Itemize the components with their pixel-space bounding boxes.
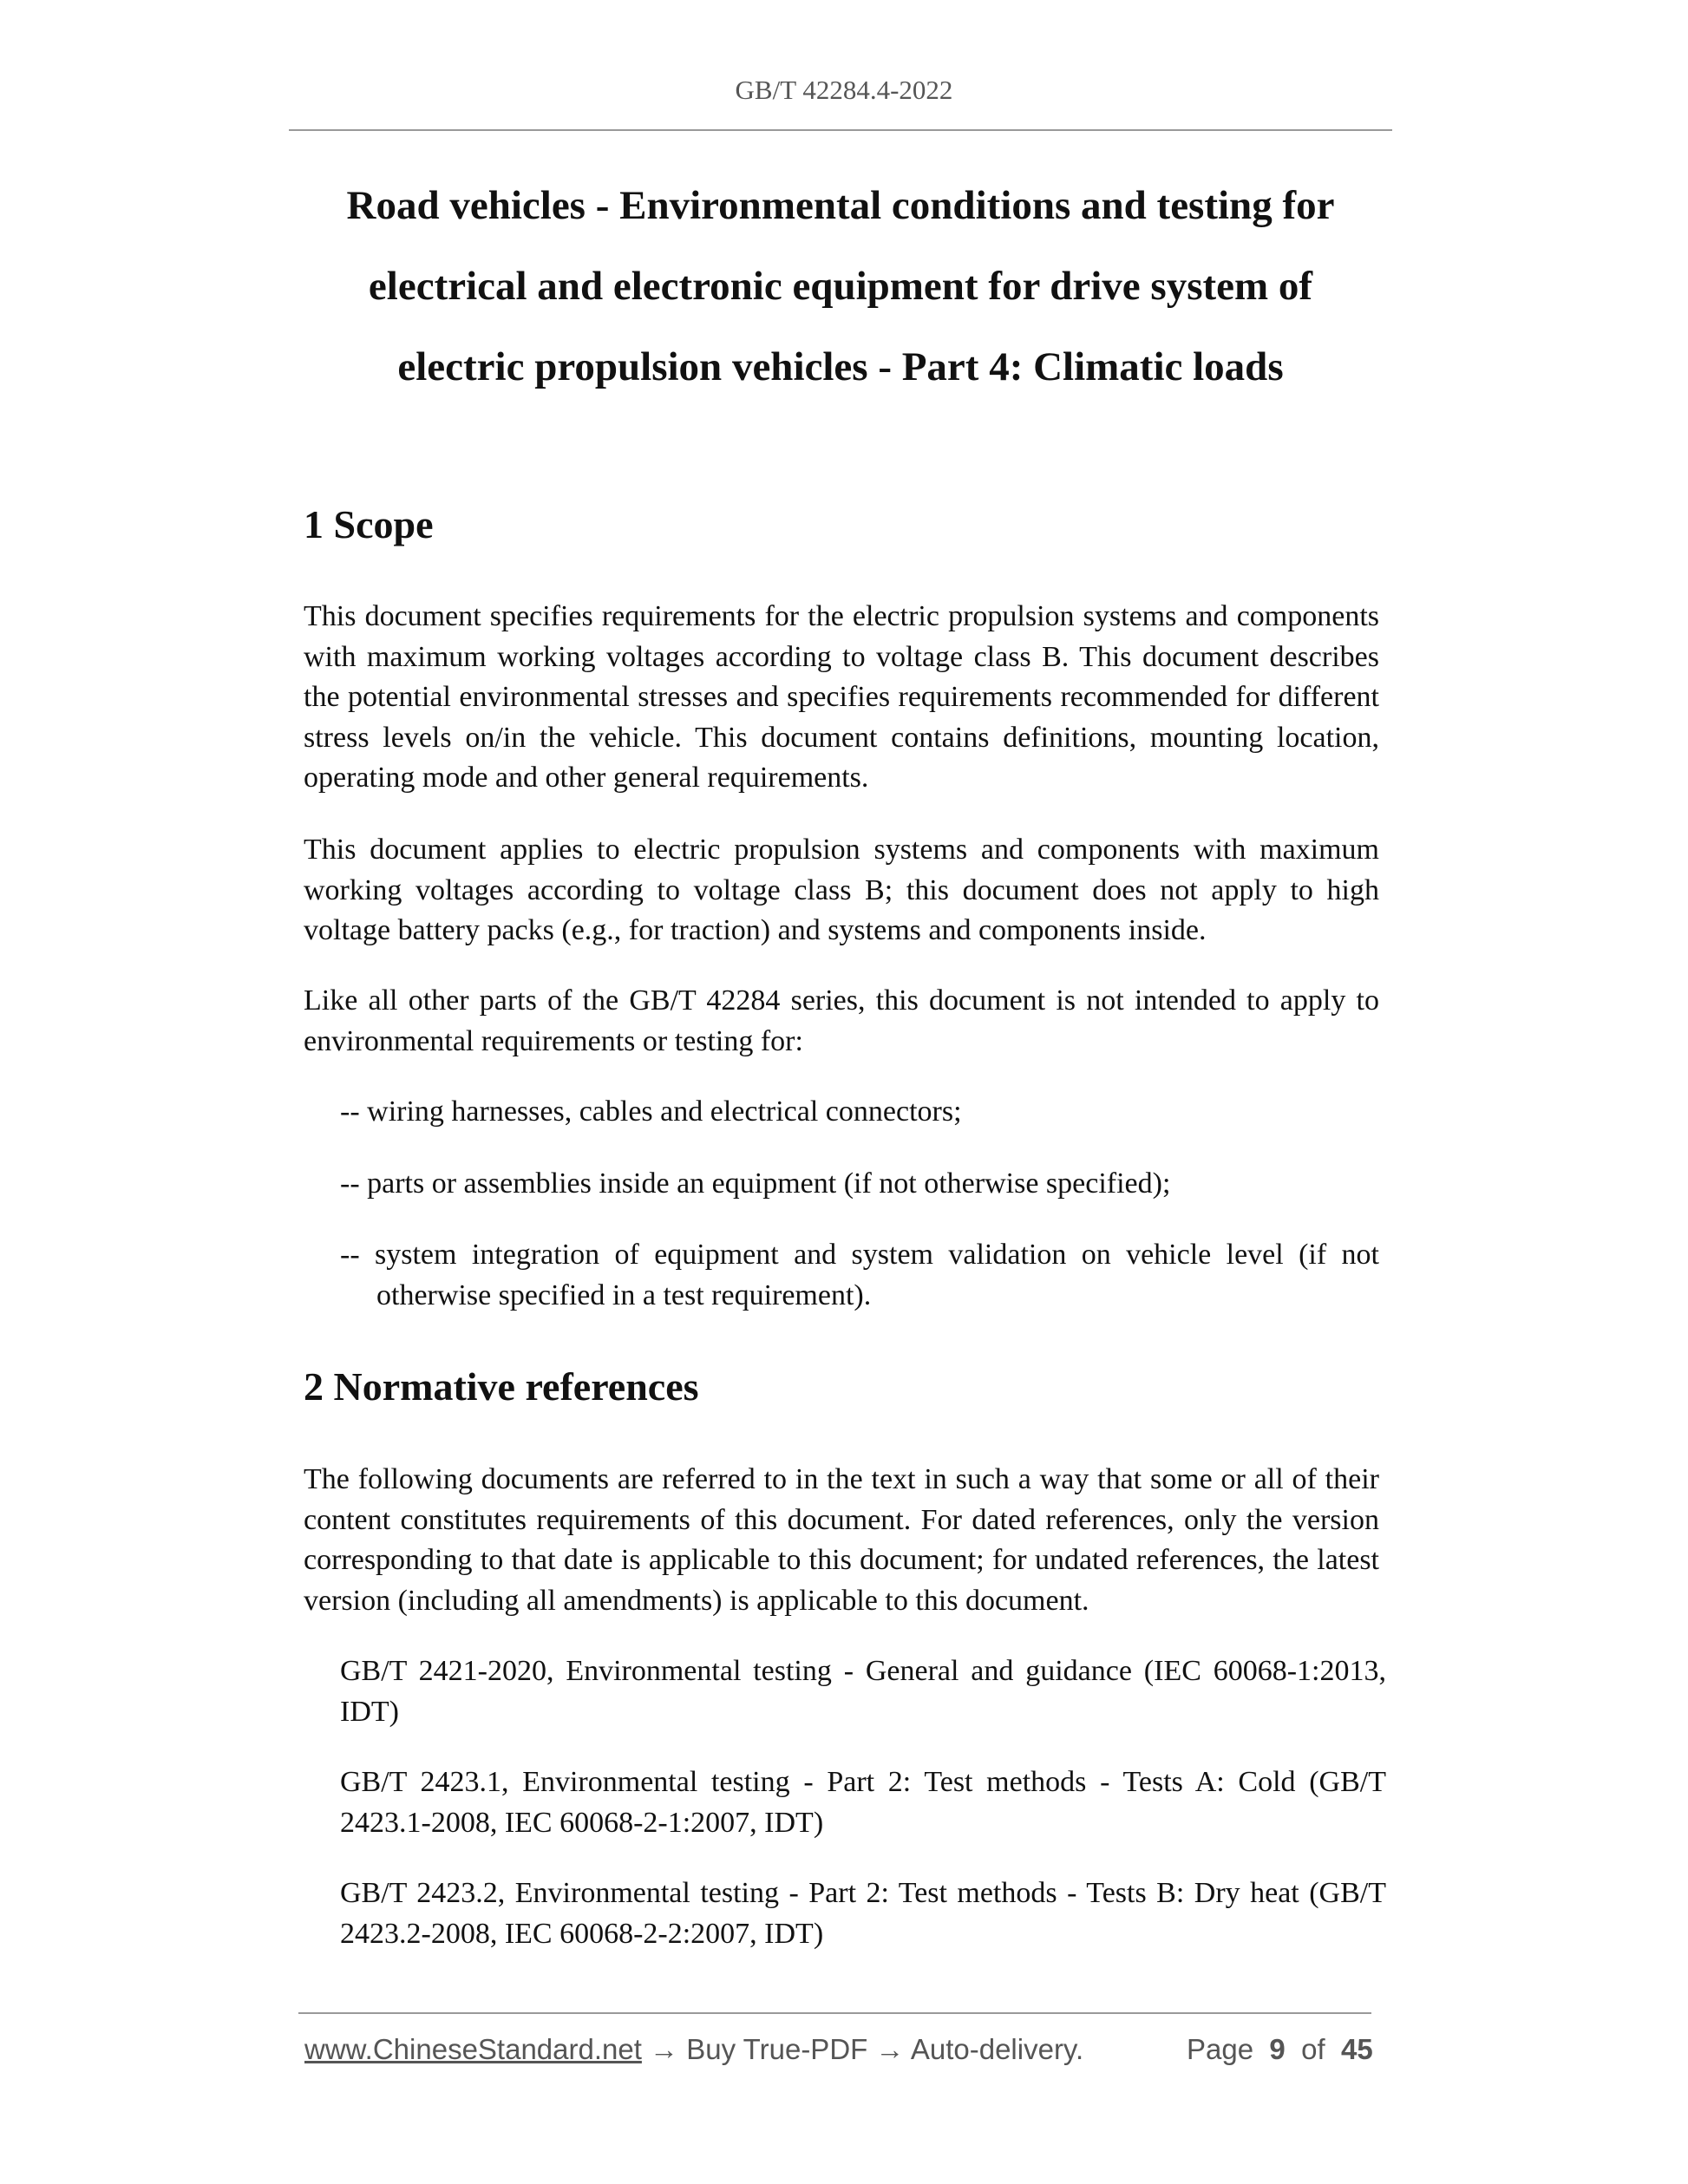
reference-item: GB/T 2423.2, Environmental testing - Part 2: Test methods - Tests B: Dry heat (GB/T 2423.2-2008, IEC 60068-2-2:2007, IDT) bbox=[340, 1877, 1386, 1950]
buy-text: Buy True-PDF bbox=[686, 2033, 868, 2065]
footer-divider bbox=[298, 2012, 1371, 2014]
section-heading-scope: 1 Scope bbox=[304, 502, 434, 546]
reference-item: GB/T 2421-2020, Environmental testing - General and guidance (IEC 60068-1:2013, IDT) bbox=[340, 1655, 1386, 1728]
of-label: of bbox=[1301, 2033, 1325, 2065]
arrow-icon: → bbox=[650, 2033, 679, 2065]
website-link[interactable]: www.ChineseStandard.net bbox=[304, 2033, 642, 2065]
header-divider bbox=[289, 129, 1392, 131]
delivery-text: Auto-delivery. bbox=[910, 2033, 1084, 2065]
paragraph: This document specifies requirements for the electric propulsion systems and components with maximum working voltages according to voltage class B. This document describes the potential environmental stresses and specifies requirements recommended for different stress levels on/in the vehicle. This document contains definitions, mounting location, operating mode and other general requirements. bbox=[304, 600, 1379, 794]
paragraph: This document applies to electric propulsion systems and components with maximum working voltages according to voltage class B; this document does not apply to high voltage battery packs (e.g., for traction) and systems and components inside. bbox=[304, 834, 1379, 946]
list-item: -- parts or assemblies inside an equipment (if not otherwise specified); bbox=[340, 1167, 1171, 1200]
footer-promo bbox=[304, 2033, 1083, 2066]
title-line: electrical and electronic equipment for drive system of bbox=[368, 264, 1313, 309]
paragraph: Like all other parts of the GB/T 42284 series, this document is not intended to apply to environmental requirements or testing for: bbox=[304, 984, 1379, 1057]
arrow-icon: → bbox=[875, 2033, 905, 2065]
current-page: 9 bbox=[1269, 2033, 1286, 2065]
section-heading-normative-references: 2 Normative references bbox=[304, 1364, 699, 1409]
paragraph: The following documents are referred to in the text in such a way that some or all of their content constitutes requirements of this document. For dated references, only the version corresponding to that date is applicable to this document; for undated references, the latest version (including all amendments) is applicable to this document. bbox=[304, 1463, 1379, 1617]
document-title bbox=[289, 166, 1392, 408]
total-pages: 45 bbox=[1341, 2033, 1373, 2065]
page-number bbox=[1187, 2033, 1373, 2066]
page-label: Page bbox=[1187, 2033, 1254, 2065]
list-item: -- system integration of equipment and system validation on vehicle level (if not otherwise specified in a test requirement). bbox=[340, 1239, 1379, 1311]
title-line: electric propulsion vehicles - Part 4: Climatic loads bbox=[397, 344, 1284, 389]
list-item: -- wiring harnesses, cables and electrical connectors; bbox=[340, 1095, 962, 1128]
reference-item: GB/T 2423.1, Environmental testing - Part 2: Test methods - Tests A: Cold (GB/T 2423.1-2008, IEC 60068-2-1:2007, IDT) bbox=[340, 1766, 1386, 1839]
title-line: Road vehicles - Environmental conditions and testing for bbox=[346, 183, 1335, 228]
running-header: GB/T 42284.4-2022 bbox=[735, 75, 953, 105]
